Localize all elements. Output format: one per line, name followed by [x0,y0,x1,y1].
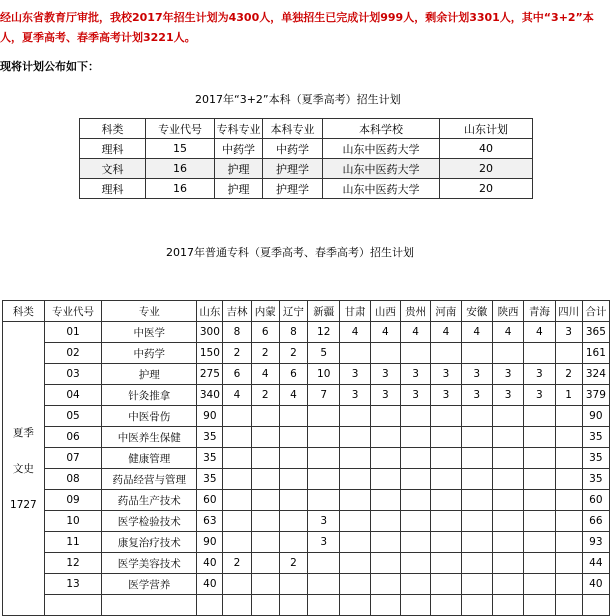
table2-cell [370,595,400,616]
table2-cell [555,427,582,448]
table2-cell: 3 [340,364,370,385]
table1-cell: 40 [440,139,533,159]
table2-cell [102,595,197,616]
table2-cell [524,553,555,574]
table2-cell: 3 [308,532,340,553]
table2-cell: 4 [492,322,523,343]
table2-cell: 健康管理 [102,448,197,469]
table2-cell [340,574,370,595]
table2-cell: 300 [197,322,223,343]
table2-header-cell: 甘肃 [340,301,370,322]
table2-cell: 09 [44,490,101,511]
table1-cell: 文科 [80,159,146,179]
table1-cell: 15 [146,139,215,159]
table2-cell [555,595,582,616]
table2-cell: 44 [582,553,609,574]
table2-cell: 35 [197,469,223,490]
table2-cell: 3 [431,385,461,406]
table2-cell [223,427,251,448]
table2-header-cell: 内蒙 [251,301,279,322]
table2-cell [555,490,582,511]
table2-cell [251,553,279,574]
table1-row [80,159,533,179]
table2-cell: 12 [308,322,340,343]
lead-text: 现将计划公布如下： [0,60,99,73]
table2-cell [223,595,251,616]
table2-cell [431,553,461,574]
table2-cell [340,448,370,469]
table2-cell: 医学检验技术 [102,511,197,532]
table2-cell [340,469,370,490]
table2-cell [279,511,307,532]
table2-cell: 3 [492,385,523,406]
table2-cell [431,574,461,595]
table2-cell [223,469,251,490]
table2-cell [492,427,523,448]
table1-header-cell: 山东计划 [440,119,533,139]
table2-cell: 06 [44,427,101,448]
table2-category-text: 文史 [12,462,34,475]
table2-cell [279,574,307,595]
table2-cell: 护理 [102,364,197,385]
table2-cell [370,553,400,574]
table2-cell [308,595,340,616]
table2-cell: 161 [582,343,609,364]
table2-cell [340,490,370,511]
table2-cell: 4 [251,364,279,385]
table2-cell [370,532,400,553]
table2-cell: 药品经营与管理 [102,469,197,490]
table2-cell: 40 [582,574,609,595]
table1-header-cell: 本科专业 [263,119,323,139]
table2-cell: 63 [197,511,223,532]
table2-cell [223,532,251,553]
table2-cell: 35 [582,469,609,490]
table2-cell: 40 [197,553,223,574]
table2-cell [492,574,523,595]
table2-cell: 3 [308,511,340,532]
table2-cell: 4 [461,322,492,343]
table2-cell [340,406,370,427]
table2-row [3,343,610,364]
table2-cell: 4 [279,385,307,406]
table2-cell [492,532,523,553]
table2-cell: 340 [197,385,223,406]
table2-cell: 医学美容技术 [102,553,197,574]
table2-cell [524,469,555,490]
table1-header-cell: 专科专业 [215,119,263,139]
table2-category-text: 夏季 [12,426,34,439]
table2-cell [461,469,492,490]
table2-cell: 针灸推拿 [102,385,197,406]
table2-row [3,364,610,385]
table2-cell: 03 [44,364,101,385]
table2-cell [461,511,492,532]
table2-cell: 6 [223,364,251,385]
table2-cell: 35 [197,448,223,469]
table2-cell [582,595,609,616]
table2-cell [555,448,582,469]
table2-cell [251,406,279,427]
table2-cell: 4 [223,385,251,406]
table2-header-cell: 专业代号 [44,301,101,322]
table1-title: 2017年“3+2”本科（夏季高考）招生计划 [195,93,401,106]
table2-cell [461,427,492,448]
table2-cell [400,595,430,616]
table2-cell: 2 [251,385,279,406]
table2-cell: 275 [197,364,223,385]
table2-cell: 2 [251,343,279,364]
table2-row [3,574,610,595]
table2-cell: 1 [555,385,582,406]
table2-cell [251,427,279,448]
table2-cell [340,532,370,553]
table2-header-cell: 安徽 [461,301,492,322]
table2-header-cell: 河南 [431,301,461,322]
table2-row [3,448,610,469]
table2-cell [524,574,555,595]
table1-header-cell: 科类 [80,119,146,139]
table2-header-cell: 青海 [524,301,555,322]
table2-cell [524,448,555,469]
table2-cell [461,406,492,427]
table2-cell [370,343,400,364]
table2-header-row [3,301,610,322]
table2-cell: 中药学 [102,343,197,364]
table2-cell [308,553,340,574]
table2-cell [308,574,340,595]
table2-cell: 35 [582,427,609,448]
table2-cell [461,574,492,595]
table2-cell: 60 [197,490,223,511]
table2-cell [340,343,370,364]
table2-cell: 35 [582,448,609,469]
table2-cell: 07 [44,448,101,469]
table2-cell: 150 [197,343,223,364]
table2-cell [279,448,307,469]
table2-cell [400,406,430,427]
table2-cell: 8 [223,322,251,343]
intro-line-1: 经山东省教育厅审批，我校2017年招生计划为4300人，单独招生已完成计划999人，剩余计划3301人，其中“3+2”本 [0,11,594,24]
table2-cell [400,427,430,448]
table2-cell: 08 [44,469,101,490]
table1-cell: 20 [440,179,533,199]
table1-header-cell: 本科学校 [323,119,440,139]
table2-cell [492,553,523,574]
table2-cell [431,511,461,532]
table2-cell [524,511,555,532]
table2-cell [370,574,400,595]
table2-cell [251,574,279,595]
table2-cell [370,469,400,490]
table2-cell [492,595,523,616]
table2-row [3,532,610,553]
table1-cell: 山东中医药大学 [323,159,440,179]
table2-header-cell: 专业 [102,301,197,322]
table2-cell: 中医骨伤 [102,406,197,427]
table2-cell: 60 [582,490,609,511]
table2-header-cell: 合计 [582,301,609,322]
table2-cell [223,490,251,511]
table2-cell [279,595,307,616]
table2-cell [370,511,400,532]
table2-cell [340,553,370,574]
table2-cell [400,448,430,469]
table2-cell [524,343,555,364]
table2-cell [308,427,340,448]
table2-cell: 7 [308,385,340,406]
table2-cell: 3 [370,385,400,406]
table2-cell: 3 [461,364,492,385]
table2-cell: 3 [492,364,523,385]
table2-cell [555,574,582,595]
table2-cell: 66 [582,511,609,532]
table2-general-plan [2,300,610,616]
table1-row [80,139,533,159]
table2-cell: 12 [44,553,101,574]
table2-cell [223,511,251,532]
table2-cell [461,553,492,574]
table2-cell [524,427,555,448]
table1-header-row [80,119,533,139]
table2-cell [400,469,430,490]
table2-cell [340,595,370,616]
table2-cell [555,532,582,553]
table2-cell: 8 [279,322,307,343]
table2-cell: 2 [279,343,307,364]
table1-cell: 护理学 [263,159,323,179]
table2-cell [492,406,523,427]
table2-cell: 4 [400,322,430,343]
table2-cell: 6 [251,322,279,343]
table2-cell [461,490,492,511]
table2-cell [400,574,430,595]
table2-cell: 379 [582,385,609,406]
table2-cell [461,532,492,553]
table2-header-cell: 新疆 [308,301,340,322]
table1-cell: 16 [146,159,215,179]
table2-cell [223,406,251,427]
table2-cell: 3 [524,364,555,385]
table2-cell: 05 [44,406,101,427]
table2-cell [279,469,307,490]
table1-cell: 理科 [80,179,146,199]
table2-category-cell [3,322,45,616]
table2-cell [44,595,101,616]
table1-cell: 中药学 [215,139,263,159]
table2-cell [400,343,430,364]
table2-cell [524,490,555,511]
table2-cell [400,490,430,511]
table2-cell [461,448,492,469]
table2-cell: 5 [308,343,340,364]
table2-cell [340,511,370,532]
table2-cell [492,343,523,364]
table2-cell [400,511,430,532]
table2-cell: 10 [44,511,101,532]
table1-cell: 护理 [215,179,263,199]
table2-cell [370,448,400,469]
table1-cell: 山东中医药大学 [323,179,440,199]
table2-cell: 40 [197,574,223,595]
table1-cell: 山东中医药大学 [323,139,440,159]
table1-cell: 20 [440,159,533,179]
table2-cell [555,343,582,364]
table2-cell [400,553,430,574]
table2-cell [492,511,523,532]
table1-cell: 16 [146,179,215,199]
table2-cell: 04 [44,385,101,406]
table2-title: 2017年普通专科（夏季高考、春季高考）招生计划 [166,246,414,259]
table2-cell: 2 [223,553,251,574]
table2-cell [370,406,400,427]
table2-row [3,511,610,532]
table2-cell [524,406,555,427]
table2-cell [308,448,340,469]
table2-cell [461,595,492,616]
table1-cell: 理科 [80,139,146,159]
table1-row [80,179,533,199]
table2-cell: 康复治疗技术 [102,532,197,553]
table2-header-cell: 辽宁 [279,301,307,322]
table2-cell: 324 [582,364,609,385]
table2-cell [555,553,582,574]
table2-cell [400,532,430,553]
table2-cell [555,511,582,532]
table2-cell: 药品生产技术 [102,490,197,511]
table2-cell [279,532,307,553]
table2-cell: 365 [582,322,609,343]
table2-cell: 3 [340,385,370,406]
table2-row [3,427,610,448]
table2-row [3,595,610,616]
table2-cell [492,490,523,511]
table2-cell [308,469,340,490]
table2-cell [251,469,279,490]
table2-cell [223,574,251,595]
table2-cell: 10 [308,364,340,385]
table2-cell [555,469,582,490]
table2-header-cell: 山西 [370,301,400,322]
table1-cell: 护理学 [263,179,323,199]
table2-cell [308,406,340,427]
table2-cell: 90 [197,406,223,427]
table2-header-cell: 吉林 [223,301,251,322]
table2-cell: 4 [370,322,400,343]
table2-cell: 90 [582,406,609,427]
table2-cell [370,427,400,448]
table2-cell [279,490,307,511]
table2-cell [555,406,582,427]
table2-cell [251,490,279,511]
table2-cell: 4 [524,322,555,343]
table2-cell [370,490,400,511]
table2-cell: 3 [400,385,430,406]
table2-cell: 3 [461,385,492,406]
table2-header-cell: 四川 [555,301,582,322]
table1-cell: 中药学 [263,139,323,159]
table2-cell [524,595,555,616]
table2-cell [492,448,523,469]
table2-cell: 2 [223,343,251,364]
table2-cell: 4 [431,322,461,343]
table2-cell [431,406,461,427]
table2-row [3,385,610,406]
table1-cell: 护理 [215,159,263,179]
table2-cell [308,490,340,511]
table2-cell [279,427,307,448]
table2-cell [431,469,461,490]
table2-row [3,469,610,490]
table2-cell: 2 [279,553,307,574]
table2-header-cell: 贵州 [400,301,430,322]
table2-cell [431,448,461,469]
intro-paragraph [0,8,612,48]
table2-cell: 医学营养 [102,574,197,595]
table2-cell: 3 [370,364,400,385]
table2-cell [461,343,492,364]
table2-cell [431,490,461,511]
table2-header-cell: 陕西 [492,301,523,322]
table2-cell: 02 [44,343,101,364]
table2-row [3,490,610,511]
table2-row [3,406,610,427]
table2-cell [251,595,279,616]
table2-cell [279,406,307,427]
table2-cell: 13 [44,574,101,595]
table2-cell: 6 [279,364,307,385]
table1-3plus2-plan [79,118,533,199]
table2-category-text: 1727 [10,498,37,511]
table2-header-cell: 科类 [3,301,45,322]
table2-cell [431,427,461,448]
table2-row [3,553,610,574]
table2-cell: 3 [524,385,555,406]
table2-cell: 3 [400,364,430,385]
table2-cell [524,532,555,553]
table2-cell [251,448,279,469]
table2-cell: 93 [582,532,609,553]
intro-line-2: 人，夏季高考、春季高考计划3221人。 [0,31,196,44]
table2-cell: 2 [555,364,582,385]
table2-cell: 中医养生保健 [102,427,197,448]
table2-cell [431,595,461,616]
table2-cell: 4 [340,322,370,343]
table2-cell [223,448,251,469]
table2-cell: 3 [431,364,461,385]
table2-cell [340,427,370,448]
table1-header-cell: 专业代号 [146,119,215,139]
table2-cell [431,343,461,364]
table2-cell [431,532,461,553]
table2-cell [251,532,279,553]
table2-cell: 90 [197,532,223,553]
table2-cell: 11 [44,532,101,553]
table2-cell: 中医学 [102,322,197,343]
table2-cell: 01 [44,322,101,343]
table2-cell [197,595,223,616]
table2-cell [492,469,523,490]
table2-header-cell: 山东 [197,301,223,322]
table2-cell: 35 [197,427,223,448]
table2-row [3,322,610,343]
table2-cell [251,511,279,532]
table2-cell: 3 [555,322,582,343]
